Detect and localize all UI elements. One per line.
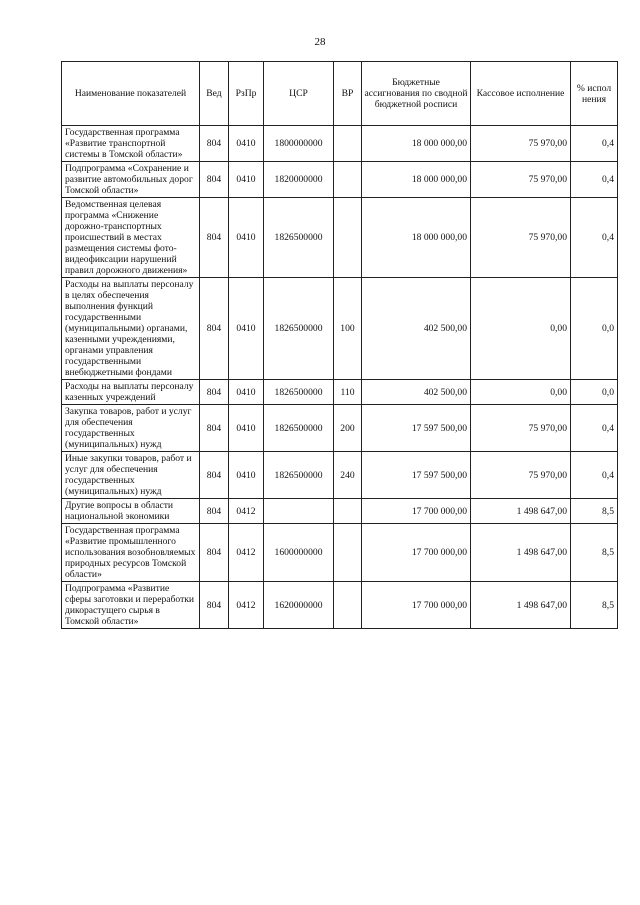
- row-rzpr: 0410: [229, 126, 264, 162]
- row-percent: 0,0: [571, 278, 618, 380]
- page-number: 28: [314, 36, 326, 48]
- row-percent: 0,4: [571, 405, 618, 452]
- row-ved: 804: [200, 126, 229, 162]
- table-header-row: [62, 62, 618, 126]
- row-budget: 17 700 000,00: [362, 524, 471, 582]
- row-csr: 1800000000: [264, 126, 334, 162]
- row-ved: 804: [200, 162, 229, 198]
- table-row: [62, 582, 618, 629]
- row-percent: 0,4: [571, 162, 618, 198]
- row-name: Иные закупки товаров, работ и услуг для обеспечения государственных (муниципальных) нужд: [62, 452, 200, 499]
- row-csr: 1826500000: [264, 380, 334, 405]
- row-budget: 17 700 000,00: [362, 499, 471, 524]
- row-csr: 1826500000: [264, 278, 334, 380]
- row-cash: 75 970,00: [471, 405, 571, 452]
- table-row: [62, 380, 618, 405]
- row-name: Другие вопросы в области национальной экономики: [62, 499, 200, 524]
- row-csr: 1600000000: [264, 524, 334, 582]
- header-budget: Бюджетные ассигнования по сводной бюджетной росписи: [362, 62, 471, 126]
- row-rzpr: 0410: [229, 452, 264, 499]
- row-cash: 0,00: [471, 278, 571, 380]
- row-percent: 8,5: [571, 499, 618, 524]
- row-ved: 804: [200, 278, 229, 380]
- row-vr: 100: [334, 278, 362, 380]
- row-ved: 804: [200, 582, 229, 629]
- row-name: Подпрограмма «Развитие сферы заготовки и переработки дикорастущего сырья в Томской области»: [62, 582, 200, 629]
- row-percent: 8,5: [571, 582, 618, 629]
- row-percent: 0,4: [571, 126, 618, 162]
- row-ved: 804: [200, 405, 229, 452]
- row-vr: [334, 524, 362, 582]
- row-vr: 110: [334, 380, 362, 405]
- row-name: Расходы на выплаты персоналу в целях обеспечения выполнения функций государственными (муниципальными) органами, казенными учреждениями, органами управления государственными внебюджетными фондами: [62, 278, 200, 380]
- row-vr: [334, 198, 362, 278]
- header-rzpr: РзПр: [229, 62, 264, 126]
- row-rzpr: 0410: [229, 380, 264, 405]
- row-rzpr: 0410: [229, 405, 264, 452]
- table-row: [62, 198, 618, 278]
- row-name: Государственная программа «Развитие транспортной системы в Томской области»: [62, 126, 200, 162]
- header-csr: ЦСР: [264, 62, 334, 126]
- row-csr: 1826500000: [264, 452, 334, 499]
- row-cash: 1 498 647,00: [471, 582, 571, 629]
- row-rzpr: 0412: [229, 499, 264, 524]
- header-ved: Вед: [200, 62, 229, 126]
- row-percent: 0,4: [571, 198, 618, 278]
- row-rzpr: 0410: [229, 162, 264, 198]
- row-budget: 18 000 000,00: [362, 126, 471, 162]
- row-rzpr: 0410: [229, 278, 264, 380]
- row-rzpr: 0412: [229, 524, 264, 582]
- row-rzpr: 0410: [229, 198, 264, 278]
- table-row: [62, 162, 618, 198]
- row-csr: 1820000000: [264, 162, 334, 198]
- row-name: Расходы на выплаты персоналу казенных учреждений: [62, 380, 200, 405]
- row-cash: 1 498 647,00: [471, 499, 571, 524]
- header-vr: ВР: [334, 62, 362, 126]
- header-cash: Кассовое исполнение: [471, 62, 571, 126]
- row-cash: 0,00: [471, 380, 571, 405]
- row-csr: 1826500000: [264, 405, 334, 452]
- row-name: Подпрограмма «Сохранение и развитие автомобильных дорог Томской области»: [62, 162, 200, 198]
- table-row: [62, 499, 618, 524]
- row-budget: 18 000 000,00: [362, 162, 471, 198]
- row-name: Ведомственная целевая программа «Снижение дорожно-транспортных происшествий в местах размещения системы фото-видеофиксации нарушений правил дорожного движения»: [62, 198, 200, 278]
- row-percent: 0,0: [571, 380, 618, 405]
- header-percent: % испол нения: [571, 62, 618, 126]
- row-ved: 804: [200, 198, 229, 278]
- row-ved: 804: [200, 499, 229, 524]
- row-cash: 75 970,00: [471, 126, 571, 162]
- row-cash: 75 970,00: [471, 162, 571, 198]
- row-vr: 240: [334, 452, 362, 499]
- table-row: [62, 452, 618, 499]
- table-row: [62, 278, 618, 380]
- row-name: Государственная программа «Развитие промышленного использования возобновляемых природных ресурсов Томской области»: [62, 524, 200, 582]
- row-csr: 1826500000: [264, 198, 334, 278]
- row-csr: [264, 499, 334, 524]
- row-name: Закупка товаров, работ и услуг для обеспечения государственных (муниципальных) нужд: [62, 405, 200, 452]
- row-csr: 1620000000: [264, 582, 334, 629]
- row-budget: 17 597 500,00: [362, 405, 471, 452]
- row-budget: 17 700 000,00: [362, 582, 471, 629]
- table-row: [62, 524, 618, 582]
- row-percent: 8,5: [571, 524, 618, 582]
- table-row: [62, 126, 618, 162]
- row-ved: 804: [200, 452, 229, 499]
- row-vr: [334, 499, 362, 524]
- row-budget: 17 597 500,00: [362, 452, 471, 499]
- row-ved: 804: [200, 524, 229, 582]
- row-cash: 1 498 647,00: [471, 524, 571, 582]
- row-cash: 75 970,00: [471, 198, 571, 278]
- budget-table: [61, 61, 618, 629]
- row-ved: 804: [200, 380, 229, 405]
- row-budget: 18 000 000,00: [362, 198, 471, 278]
- row-vr: [334, 162, 362, 198]
- table-row: [62, 405, 618, 452]
- row-vr: [334, 126, 362, 162]
- row-vr: 200: [334, 405, 362, 452]
- row-budget: 402 500,00: [362, 380, 471, 405]
- row-rzpr: 0412: [229, 582, 264, 629]
- row-percent: 0,4: [571, 452, 618, 499]
- row-cash: 75 970,00: [471, 452, 571, 499]
- row-vr: [334, 582, 362, 629]
- row-budget: 402 500,00: [362, 278, 471, 380]
- header-name: Наименование показателей: [62, 62, 200, 126]
